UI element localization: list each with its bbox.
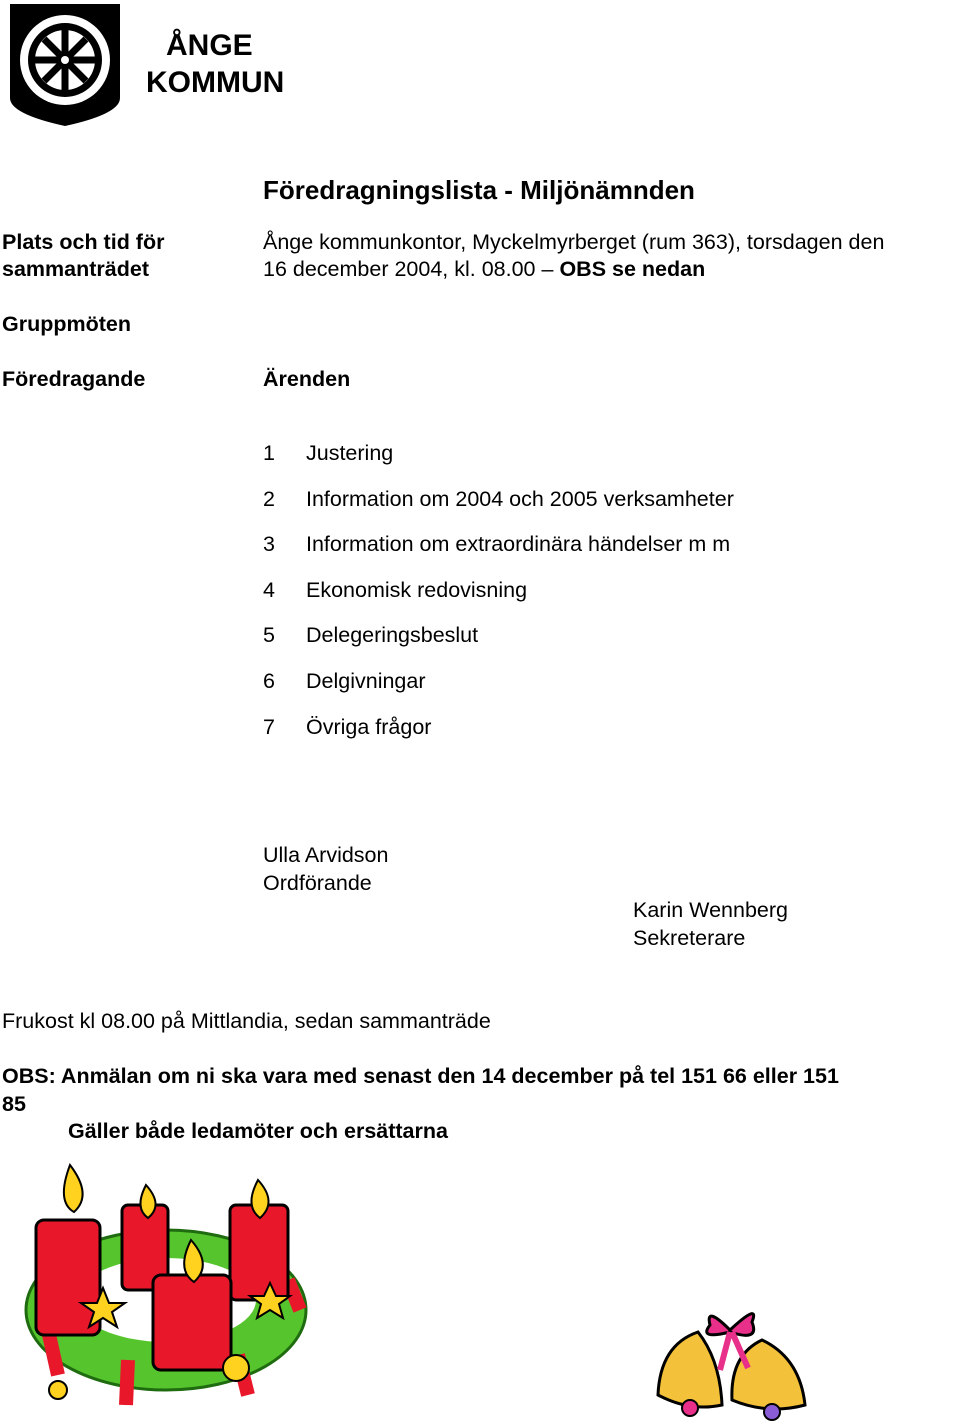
agenda-item: 5 Delegeringsbeslut [263, 623, 479, 648]
logo-text-kommun: KOMMUN [146, 66, 285, 99]
secretary-name: Karin Wennberg [633, 898, 788, 922]
obs-note: OBS se nedan [559, 257, 706, 281]
agenda-item: 1 Justering [263, 441, 394, 465]
breakfast-note: Frukost kl 08.00 på Mittlandia, sedan sammanträde [2, 1009, 491, 1033]
chair-role: Ordförande [263, 870, 372, 895]
logo-text-ange: ÅNGE [166, 29, 253, 62]
wheel-emblem-icon [8, 2, 285, 128]
chair-signature [263, 842, 388, 897]
bells-icon [650, 1300, 810, 1422]
matters-label: Ärenden [263, 367, 351, 391]
agenda-item: 3 Information om extraordinära händelser m m [263, 532, 731, 557]
advent-wreath-image [8, 1160, 313, 1422]
secretary-signature [633, 897, 788, 952]
municipality-logo [8, 2, 285, 128]
presenter-label: Föredragande [2, 367, 146, 391]
agenda-list [263, 440, 734, 759]
agenda-item: 7 Övriga frågor [263, 714, 432, 739]
secretary-role: Sekreterare [633, 925, 746, 950]
meeting-place-time: Ånge kommunkontor, Myckelmyrberget (rum 363), torsdagen den 16 december 2004, kl. 08.00 – OBS se nedan [263, 230, 885, 281]
page-title: Föredragningslista - Miljönämnden [263, 175, 695, 205]
meeting-label: Plats och tid för sammanträdet [2, 230, 165, 281]
agenda-item: 6 Delgivningar [263, 668, 426, 693]
obs-registration: OBS: Anmälan om ni ska vara med senast den 14 december på tel 151 66 eller 151 85 Gäller både ledamöter och ersättarna [2, 1064, 839, 1143]
agenda-item: 2 Information om 2004 och 2005 verksamheter [263, 486, 734, 511]
christmas-bells-image [650, 1300, 810, 1422]
chair-name: Ulla Arvidson [263, 843, 389, 867]
agenda-item: 4 Ekonomisk redovisning [263, 577, 528, 602]
advent-wreath-icon [8, 1160, 313, 1422]
group-meetings-label: Gruppmöten [2, 312, 131, 336]
